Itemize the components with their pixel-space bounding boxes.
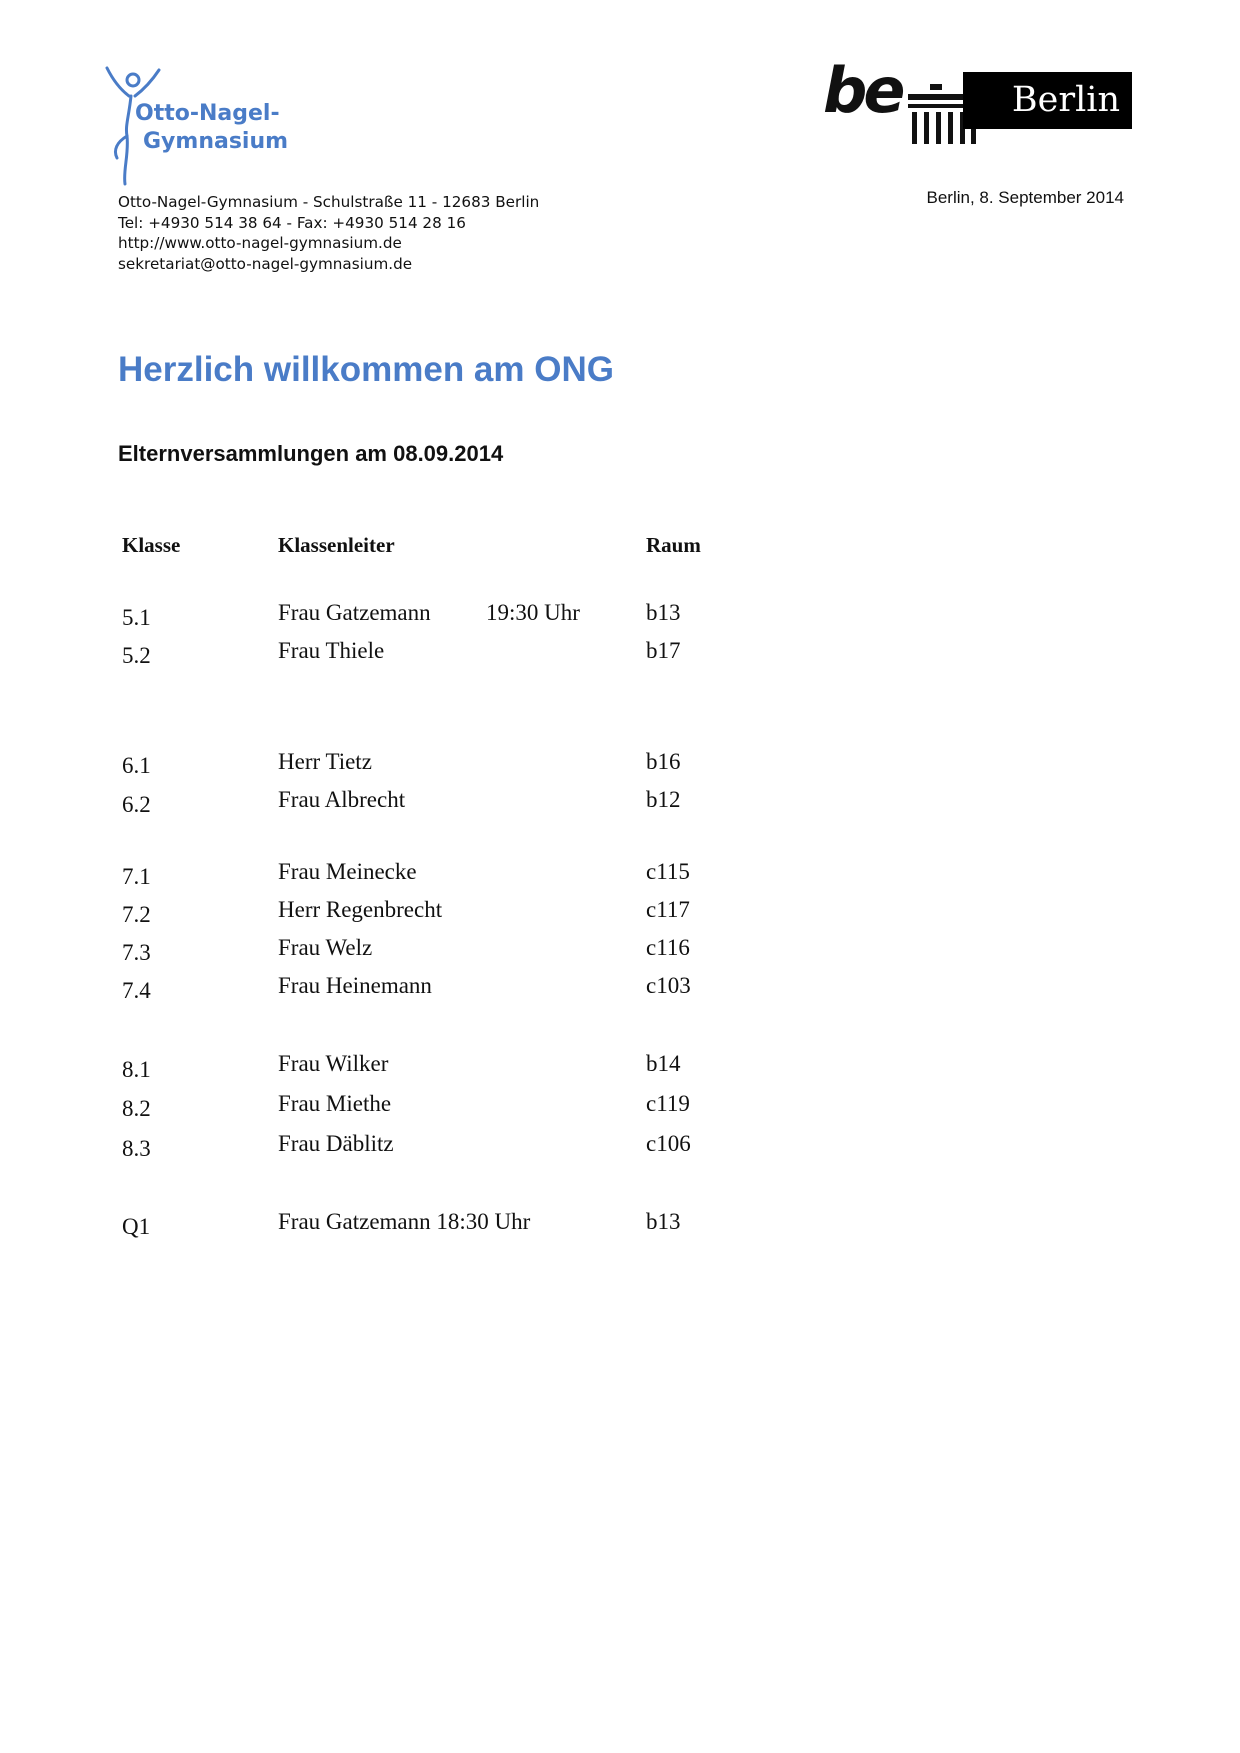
cell-klasse: 7.4 [122,978,151,1003]
cell-raum: b13 [646,1209,681,1234]
cell-raum: c115 [646,859,690,884]
cell-klasse: 7.3 [122,940,151,965]
page-title: Herzlich willkommen am ONG [118,350,614,389]
cell-leiter: Frau Heinemann [278,973,432,998]
cell-leiter: Frau Däblitz [278,1131,394,1156]
cell-klasse: 8.1 [122,1057,151,1082]
cell-klasse: 7.1 [122,864,151,889]
cell-leiter: Frau Gatzemann [278,600,431,625]
cell-time: 19:30 Uhr [486,600,580,625]
header-raum: Raum [646,533,701,557]
letter-date: Berlin, 8. September 2014 [926,188,1124,207]
cell-leiter: Frau Albrecht [278,787,406,812]
phone-fax-line: Tel: +4930 514 38 64 - Fax: +4930 514 28 16 [118,213,466,232]
cell-raum: b14 [646,1051,681,1076]
cell-klasse: 8.3 [122,1136,151,1161]
cell-klasse: 6.1 [122,753,151,778]
school-address [118,192,539,274]
cell-klasse: 6.2 [122,792,151,817]
cell-leiter: Frau Welz [278,935,373,960]
cell-leiter: Herr Regenbrecht [278,897,443,922]
cell-raum: b17 [646,638,681,663]
cell-leiter: Frau Gatzemann 18:30 Uhr [278,1209,531,1234]
cell-raum: c103 [646,973,691,998]
cell-raum: c119 [646,1091,690,1116]
school-logo-line1: Otto-Nagel- [135,101,280,126]
cell-klasse: 8.2 [122,1096,151,1121]
cell-klasse: 5.1 [122,605,151,630]
berlin-logo-be: be [823,54,902,127]
cell-raum: c106 [646,1131,691,1156]
cell-klasse: Q1 [122,1214,151,1239]
cell-klasse: 7.2 [122,902,151,927]
address-line: Otto-Nagel-Gymnasium - Schulstraße 11 - 12683 Berlin [118,193,540,211]
cell-raum: c117 [646,897,690,922]
cell-leiter: Frau Thiele [278,638,385,663]
cell-raum: c116 [646,935,690,960]
cell-leiter: Herr Tietz [278,749,372,774]
cell-raum: b13 [646,600,681,625]
cell-leiter: Frau Miethe [278,1091,392,1116]
website-link[interactable]: http://www.otto-nagel-gymnasium.de [118,234,402,252]
email-link[interactable]: sekretariat@otto-nagel-gymnasium.de [118,254,413,273]
cell-raum: b16 [646,749,681,774]
header-klasse: Klasse [122,533,181,557]
cell-raum: b12 [646,787,681,812]
school-logo [103,66,333,186]
cell-klasse: 5.2 [122,643,151,668]
berlin-logo-name: Berlin [963,72,1132,129]
school-logo-line2: Gymnasium [143,129,289,154]
dancer-figure-icon [103,66,163,186]
cell-leiter: Frau Wilker [278,1051,389,1076]
berlin-logo [823,54,1133,148]
header-klassenleiter: Klassenleiter [278,533,395,557]
page-subtitle: Elternversammlungen am 08.09.2014 [118,441,504,466]
cell-leiter: Frau Meinecke [278,859,417,884]
